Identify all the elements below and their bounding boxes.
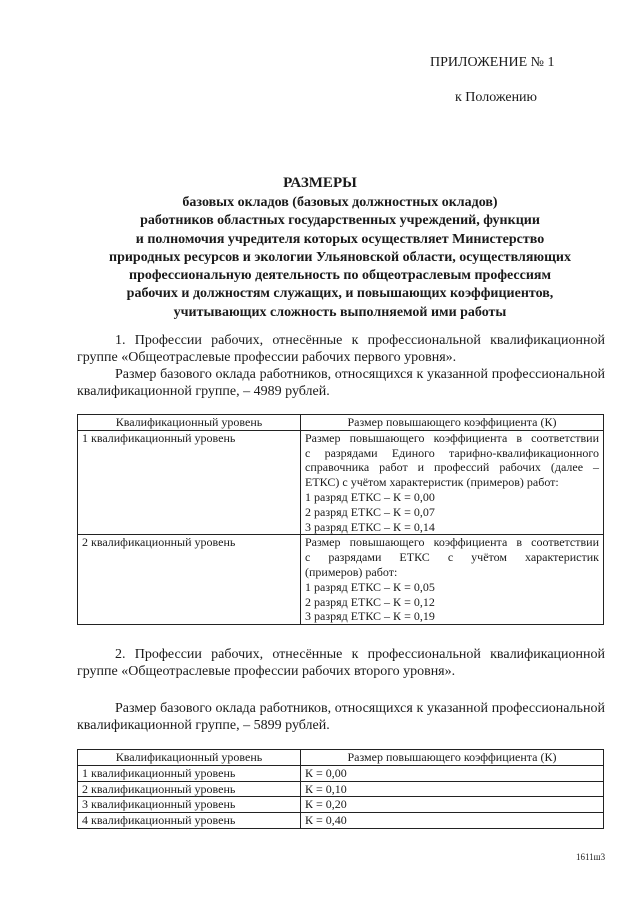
cell-line: 1 разряд ЕТКС – К = 0,05 (305, 579, 435, 594)
coefficient-cell: К = 0,00 (301, 765, 604, 781)
table-row (78, 813, 604, 829)
cell-line: 1 разряд ЕТКС – К = 0,00 (305, 489, 435, 504)
cell-line: с разрядами Единого тарифно-квалификационного (305, 445, 599, 460)
level-cell: 1 квалификационный уровень (78, 765, 301, 781)
cell-line: Размер повышающего коэффициента в соответствии (305, 430, 599, 445)
subtitle-line: профессиональную деятельность по общеотраслевым профессиям (129, 268, 551, 284)
subtitle-line: базовых окладов (базовых должностных окладов) (182, 195, 498, 210)
table-row (78, 535, 604, 625)
table-header-row (78, 415, 604, 431)
cell-line: с разрядами ЕТКС с учётом характеристик (305, 550, 599, 565)
cell-line: ЕТКС) с учётом характеристик (примеров) работ: (305, 475, 559, 490)
coefficient-cell: К = 0,20 (301, 797, 604, 813)
cell-line: справочника работ и профессий рабочих (далее – (305, 460, 599, 475)
appendix-sublabel: к Положению (455, 90, 538, 105)
subtitle-line: рабочих и должностям служащих, и повышающих коэффициентов, (126, 286, 554, 302)
table-header-row (78, 750, 604, 766)
section2-paragraph2: Размер базового оклада работников, относящихся к указанной профессиональной квалификационной группе, – 5899 рублей. (77, 701, 605, 733)
subtitle-line: работников областных государственных учреждений, функции (140, 213, 540, 229)
section2-paragraph1: 2. Профессии рабочих, отнесённые к профессиональной квалификационной группе «Общеотраслевые профессии рабочих второго уровня». (77, 647, 605, 679)
coefficients-table-2 (77, 749, 604, 829)
document-subtitle (60, 194, 620, 322)
coefficient-cell: К = 0,10 (301, 781, 604, 797)
table-row (78, 430, 604, 535)
table-header-coefficient: Размер повышающего коэффициента (К) (301, 415, 604, 431)
cell-line: (примеров) работ: (305, 564, 398, 579)
coefficient-cell (301, 535, 604, 625)
table-row (78, 797, 604, 813)
table-header-level: Квалификационный уровень (78, 750, 301, 766)
cell-line: 3 разряд ЕТКС – К = 0,14 (305, 519, 435, 534)
coefficient-cell: К = 0,40 (301, 813, 604, 829)
cell-line: 2 разряд ЕТКС – К = 0,12 (305, 594, 435, 609)
level-cell: 2 квалификационный уровень (78, 781, 301, 797)
table-row (78, 765, 604, 781)
level-cell: 3 квалификационный уровень (78, 797, 301, 813)
coefficients-table-1 (77, 414, 604, 625)
cell-line: 3 разряд ЕТКС – К = 0,19 (305, 609, 435, 624)
level-cell: 1 квалификационный уровень (78, 430, 301, 535)
document-title: РАЗМЕРЫ (283, 175, 357, 191)
level-cell: 2 квалификационный уровень (78, 535, 301, 625)
section1-paragraph2: Размер базового оклада работников, относящихся к указанной профессиональной квалификационной группе, – 4989 рублей. (77, 367, 605, 399)
level-cell: 4 квалификационный уровень (78, 813, 301, 829)
subtitle-line: учитывающих сложность выполняемой ими работы (173, 304, 507, 320)
subtitle-line: и полномочия учредителя которых осуществляет Министерство (135, 231, 545, 247)
cell-line: Размер повышающего коэффициента в соответствии (305, 535, 599, 550)
cell-line: 2 разряд ЕТКС – К = 0,07 (305, 504, 435, 519)
table-row (78, 781, 604, 797)
appendix-label: ПРИЛОЖЕНИЕ № 1 (430, 55, 555, 70)
document-stamp: 1611ш3 (576, 852, 606, 862)
table-header-level: Квалификационный уровень (78, 415, 301, 431)
subtitle-line: природных ресурсов и экологии Ульяновской области, осуществляющих (109, 249, 571, 265)
table-header-coefficient: Размер повышающего коэффициента (К) (301, 750, 604, 766)
coefficient-cell (301, 430, 604, 535)
section1-paragraph1: 1. Профессии рабочих, отнесённые к профессиональной квалификационной группе «Общеотраслевые профессии рабочих первого уровня». (77, 333, 605, 365)
